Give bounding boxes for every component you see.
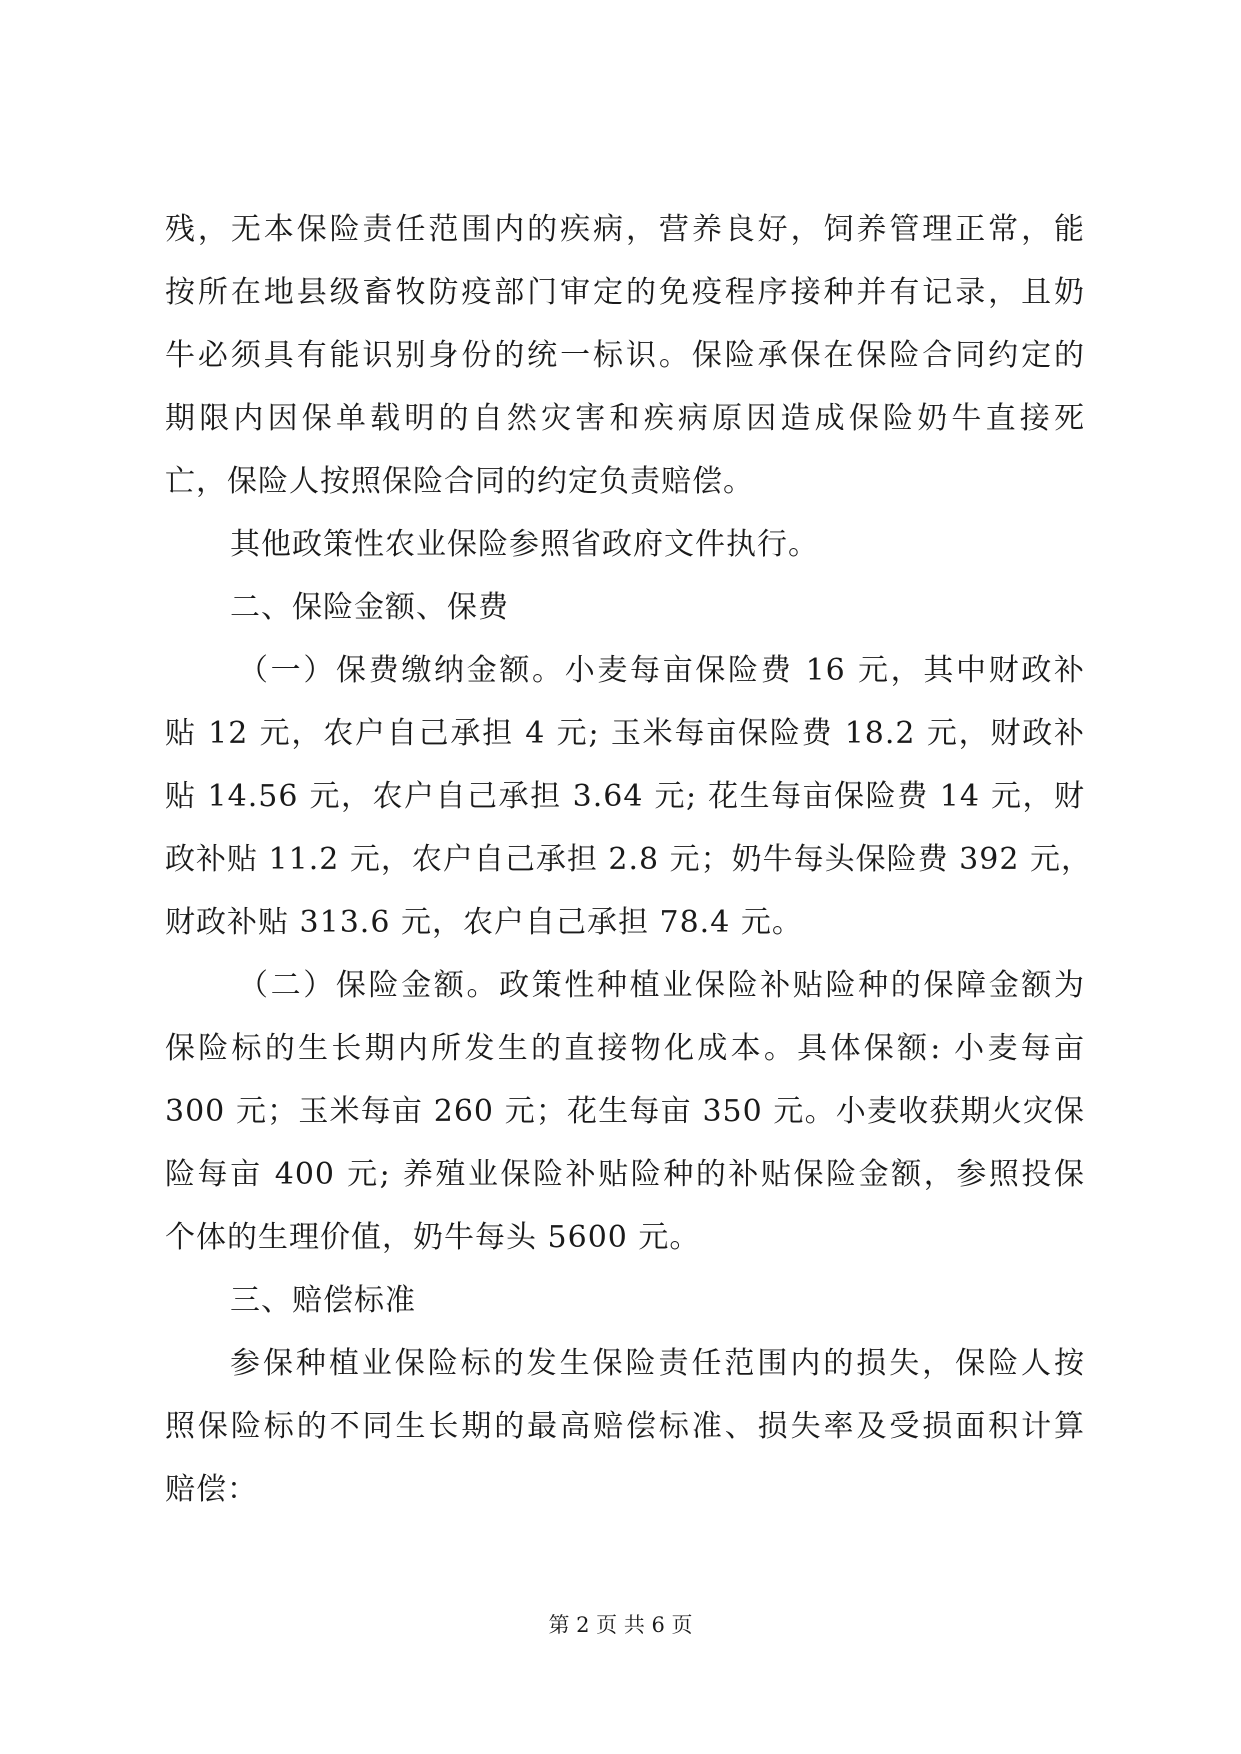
body-line: 期限内因保单载明的自然灾害和疾病原因造成保险奶牛直接死 [165,401,1085,436]
body-line: 300 元；玉米每亩 260 元；花生每亩 350 元。小麦收获期火灾保 [165,1094,1085,1129]
body-line: 贴 14.56 元，农户自己承担 3.64 元; 花生每亩保险费 14 元，财 [165,779,1085,814]
body-line: （二）保险金额。政策性种植业保险补贴险种的保障金额为 [238,968,1085,1003]
body-line: 赔偿： [165,1472,258,1507]
body-line: 保险标的生长期内所发生的直接物化成本。具体保额: 小麦每亩 [165,1031,1085,1066]
section-heading: 二、保险金额、保费 [230,590,509,625]
body-line: 险每亩 400 元; 养殖业保险补贴险种的补贴保险金额，参照投保 [165,1157,1085,1192]
body-line: 亡，保险人按照保险合同的约定负责赔偿。 [165,464,754,499]
body-line: 其他政策性农业保险参照省政府文件执行。 [230,527,819,562]
body-line: 财政补贴 313.6 元，农户自己承担 78.4 元。 [165,905,803,940]
body-line: 贴 12 元，农户自己承担 4 元; 玉米每亩保险费 18.2 元，财政补 [165,716,1085,751]
section-heading: 三、赔偿标准 [230,1283,416,1318]
body-line: （一）保费缴纳金额。小麦每亩保险费 16 元，其中财政补 [238,653,1085,688]
body-line: 政补贴 11.2 元，农户自己承担 2.8 元；奶牛每头保险费 392 元， [165,842,1092,877]
body-line: 按所在地县级畜牧防疫部门审定的免疫程序接种并有记录，且奶 [165,275,1085,310]
body-line: 参保种植业保险标的发生保险责任范围内的损失，保险人按 [230,1346,1085,1381]
body-line: 残，无本保险责任范围内的疾病，营养良好，饲养管理正常，能 [165,212,1085,247]
page-number-footer: 第 2 页 共 6 页 [548,1613,693,1637]
body-line: 牛必须具有能识别身份的统一标识。保险承保在保险合同约定的 [165,338,1085,373]
body-line: 照保险标的不同生长期的最高赔偿标准、损失率及受损面积计算 [165,1409,1085,1444]
body-line: 个体的生理价值，奶牛每头 5600 元。 [165,1220,701,1255]
